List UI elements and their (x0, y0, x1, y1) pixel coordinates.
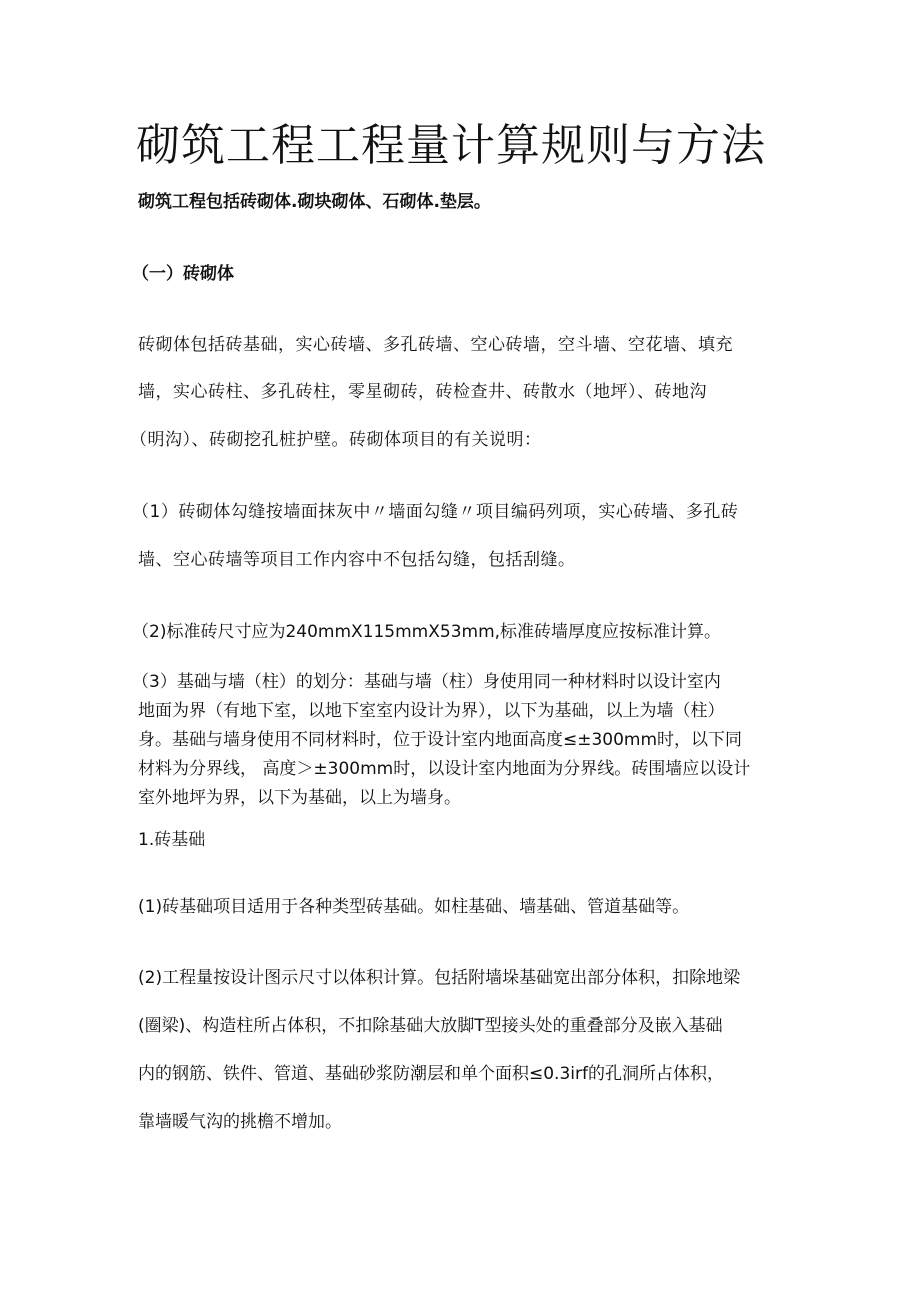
paragraph-line: 墙，实心砖柱、多孔砖柱，零星砌砖，砖检查井、砖散水（地坪）、砖地沟 (138, 382, 707, 402)
document-title: 砌筑工程工程量计算规则与方法 (136, 120, 766, 171)
note-line: （3）基础与墙（柱）的划分：基础与墙（柱）身使用同一种材料时以设计室内 (132, 672, 721, 692)
subsection-heading-brick-foundation: 1.砖基础 (138, 830, 206, 850)
item-line: 内的钢筋、铁件、管道、基础砂浆防潮层和单个面积≤0.3irf的孔洞所占体积， (138, 1064, 724, 1084)
paragraph-line: 砖砌体包括砖基础，实心砖墙、多孔砖墙、空心砖墙，空斗墙、空花墙、填充 (138, 335, 733, 355)
item-line: (1)砖基础项目适用于各种类型砖基础。如柱基础、墙基础、管道基础等。 (138, 897, 690, 917)
intro-text: 砌筑工程包括砖砌体.砌块砌体、石砌体.垫层。 (138, 192, 491, 212)
paragraph-line: （明沟）、砖砌挖孔桩护壁。砖砌体项目的有关说明： (130, 430, 542, 450)
note-line: 墙、空心砖墙等项目工作内容中不包括勾缝，包括刮缝。 (138, 550, 576, 570)
note-line: （1）砖砌体勾缝按墙面抹灰中〃墙面勾缝〃项目编码列项，实心砖墙、多孔砖 (132, 502, 739, 522)
note-line: 材料为分界线， 高度＞±300mm时，以设计室内地面为分界线。砖围墙应以设计 (138, 759, 751, 779)
note-line: 地面为界（有地下室，以地下室室内设计为界），以下为基础，以上为墙（柱） (138, 701, 725, 721)
section-heading-brick-masonry: （一）砖砌体 (132, 264, 234, 284)
item-line: 靠墙暖气沟的挑檐不增加。 (138, 1112, 342, 1132)
note-line: 室外地坪为界，以下为基础，以上为墙身。 (138, 788, 461, 808)
item-line: (圈梁)、构造柱所占体积，不扣除基础大放脚T型接头处的重叠部分及嵌入基础 (138, 1016, 723, 1036)
item-line: (2)工程量按设计图示尺寸以体积计算。包括附墙垛基础宽出部分体积，扣除地梁 (138, 968, 741, 988)
note-line: （2)标准砖尺寸应为240mmX115mmX53mm,标准砖墙厚度应按标准计算。 (132, 622, 722, 642)
note-line: 身。基础与墙身使用不同材料时，位于设计室内地面高度≤±300mm时，以下同 (138, 730, 743, 750)
